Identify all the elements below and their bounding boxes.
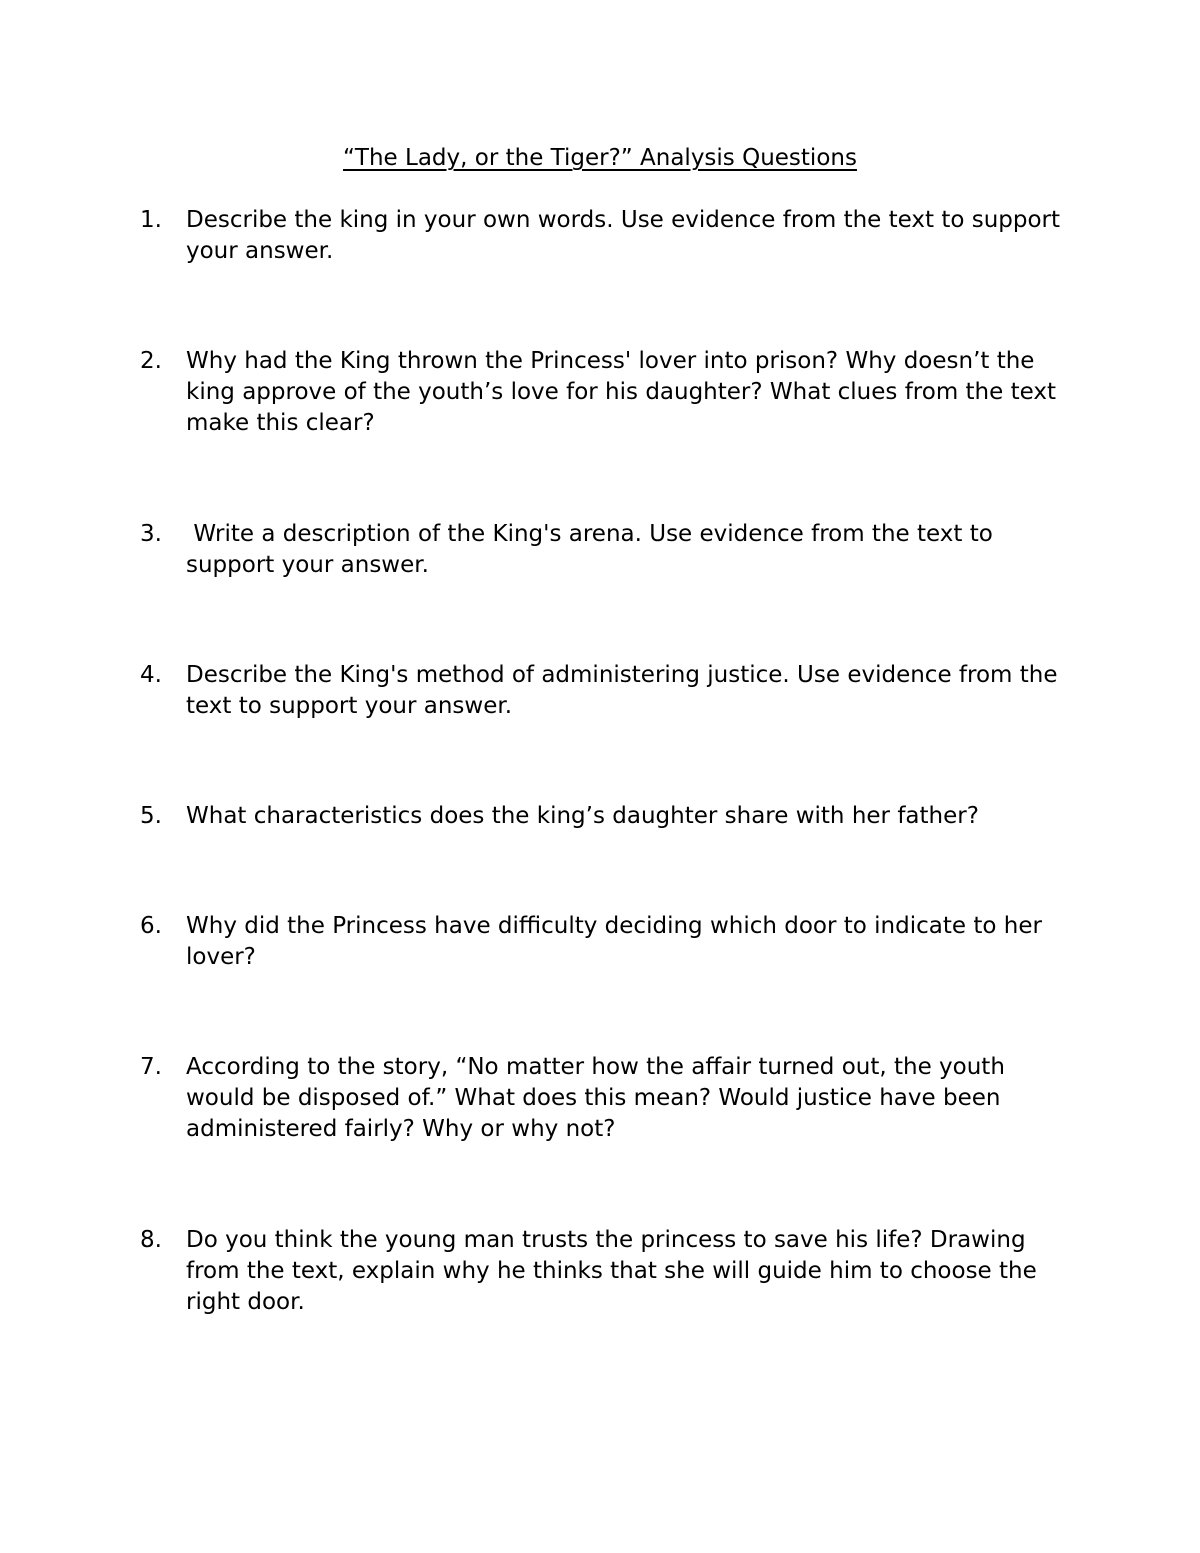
question-3 [140, 519, 1080, 581]
question-number: 3. [140, 521, 162, 547]
question-5 [140, 801, 1080, 832]
question-text: According to the story, “No matter how the affair turned out, the youth would be disposed of.” What does this mean? Would justice have been administered fairly? Why or why not? [186, 1054, 1005, 1142]
question-number: 2. [140, 348, 162, 374]
question-text: Do you think the young man trusts the princess to save his life? Drawing from the text, explain why he thinks that she will guide him to choose the right door. [186, 1227, 1037, 1315]
question-number: 6. [140, 913, 162, 939]
question-text: Describe the king in your own words. Use evidence from the text to support your answer. [186, 207, 1061, 264]
question-number: 8. [140, 1227, 162, 1253]
question-text: Describe the King's method of administering justice. Use evidence from the text to support your answer. [186, 662, 1058, 719]
question-7 [140, 1052, 1080, 1145]
question-number: 1. [140, 207, 162, 233]
question-text: Why did the Princess have difficulty deciding which door to indicate to her lover? [186, 913, 1042, 970]
question-4 [140, 660, 1080, 722]
question-text: What characteristics does the king’s daughter share with her father? [186, 803, 979, 829]
question-1 [140, 205, 1080, 267]
question-6 [140, 911, 1080, 973]
question-number: 5. [140, 803, 162, 829]
question-number: 7. [140, 1054, 162, 1080]
question-8 [140, 1225, 1080, 1318]
question-text: Write a description of the King's arena. Use evidence from the text to support your answer. [186, 521, 1001, 578]
question-number: 4. [140, 662, 162, 688]
worksheet-title: “The Lady, or the Tiger?” Analysis Questions [343, 145, 857, 171]
question-text: Why had the King thrown the Princess' lover into prison? Why doesn’t the king approve of the youth’s love for his daughter? What clues from the text make this clear? [186, 348, 1056, 436]
question-2 [140, 346, 1080, 439]
